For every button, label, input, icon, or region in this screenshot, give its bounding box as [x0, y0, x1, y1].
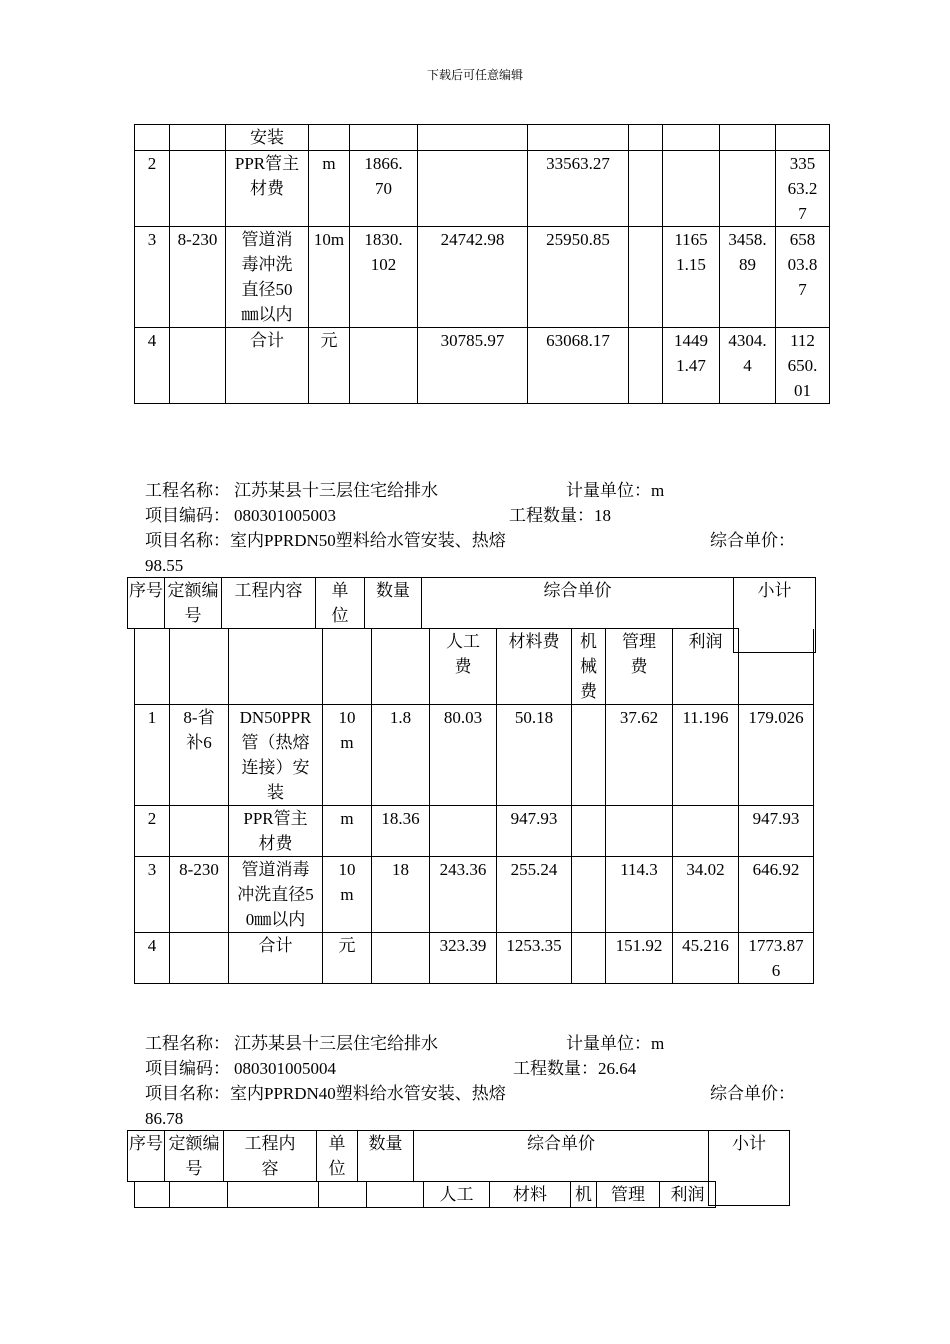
table-cell: 112650.01	[776, 328, 830, 404]
table-cell	[629, 151, 663, 227]
table-cell: 947.93	[739, 806, 814, 857]
table-cell: 8-230	[170, 227, 226, 328]
table-cell	[629, 328, 663, 404]
project-code-line: 项目编码： 080301005003	[145, 506, 336, 525]
table-cell	[776, 125, 830, 151]
table-cell: 10m	[309, 227, 350, 328]
table-row	[135, 125, 830, 151]
price-label: 综合单价：	[710, 531, 795, 550]
header3-unit: 单位	[316, 1130, 358, 1182]
table-row	[135, 933, 814, 984]
table-cell: 合计	[229, 933, 323, 984]
table-cell: 33563.27	[528, 151, 629, 227]
subheader-row-3	[135, 1182, 717, 1208]
table-cell: 323.39	[430, 933, 497, 984]
table-cell: 元	[323, 933, 372, 984]
item-name-line-3: 项目名称：室内PPRDN40塑料给水管安装、热熔	[145, 1084, 506, 1103]
table-cell: PPR管主材费	[229, 806, 323, 857]
table-cell: 4304.4	[720, 328, 776, 404]
table-cell	[629, 125, 663, 151]
table-cell: 元	[309, 328, 350, 404]
table-cell	[572, 933, 606, 984]
table-cell: 65803.87	[776, 227, 830, 328]
item-name-line: 项目名称：室内PPRDN50塑料给水管安装、热熔	[145, 531, 506, 550]
table-cell: 11651.15	[663, 227, 720, 328]
table-cell: 1.8	[372, 705, 430, 806]
table-cell: 34.02	[673, 857, 739, 933]
header3-content: 工程内容	[223, 1130, 317, 1182]
table-cell: 646.92	[739, 857, 814, 933]
table-cell: m	[323, 806, 372, 857]
table-cell: 4	[135, 933, 170, 984]
table-cell: 10m	[323, 857, 372, 933]
price-label-3: 综合单价：	[710, 1084, 795, 1103]
table-cell	[572, 705, 606, 806]
table-cell	[663, 125, 720, 151]
table-cell	[572, 806, 606, 857]
table-cell	[629, 227, 663, 328]
project-name-line-3: 工程名称： 江苏某县十三层住宅给排水	[145, 1034, 438, 1053]
table-cell	[673, 806, 739, 857]
table-cell: 11.196	[673, 705, 739, 806]
table-cell	[372, 933, 430, 984]
unit-label: 计量单位：m	[566, 481, 665, 500]
header-composite: 综合单价	[421, 577, 734, 629]
table-cell	[170, 933, 229, 984]
table-cell	[430, 806, 497, 857]
table-row	[135, 857, 814, 933]
table-cell: 1830.102	[350, 227, 418, 328]
table-cell: PPR管主材费	[226, 151, 309, 227]
table-cell: DN50PPR管（热熔连接）安装	[229, 705, 323, 806]
table-cell	[720, 125, 776, 151]
table-row	[135, 705, 814, 806]
table-cell	[663, 151, 720, 227]
table-cell: 3	[135, 857, 170, 933]
header3-seq: 序号	[127, 1130, 165, 1182]
table-cell: 1	[135, 705, 170, 806]
table-row	[135, 806, 814, 857]
page-header: 下载后可任意编辑	[426, 68, 523, 82]
table-cell: 243.36	[430, 857, 497, 933]
table-cell: 18.36	[372, 806, 430, 857]
table-cell: 管道消毒冲洗直径50㎜以内	[226, 227, 309, 328]
table-cell	[309, 125, 350, 151]
header-content: 工程内容	[221, 577, 316, 629]
table-cell	[170, 151, 226, 227]
header-qty: 数量	[364, 577, 422, 629]
header3-mgmt: 管理	[597, 1182, 660, 1208]
table-cell	[170, 328, 226, 404]
header-labor: 人工费	[430, 629, 497, 705]
table-1	[134, 124, 830, 404]
table-cell	[418, 125, 528, 151]
table-cell	[350, 328, 418, 404]
table-cell	[606, 806, 673, 857]
header3-quota: 定额编号	[164, 1130, 224, 1182]
table-row	[135, 227, 830, 328]
table-cell: 45.216	[673, 933, 739, 984]
table-cell: 安装	[226, 125, 309, 151]
header3-labor: 人工	[424, 1182, 490, 1208]
header3-profit: 利润	[660, 1182, 716, 1208]
unit-label-3: 计量单位：m	[566, 1034, 665, 1053]
table-2	[134, 628, 814, 984]
header3-composite: 综合单价	[413, 1130, 709, 1182]
table-cell: m	[309, 151, 350, 227]
table-cell: 24742.98	[418, 227, 528, 328]
header-machine: 机械费	[572, 629, 606, 705]
table-cell	[572, 857, 606, 933]
price-value-3: 86.78	[145, 1109, 184, 1128]
header-mgmt: 管理费	[606, 629, 673, 705]
table-cell: 4	[135, 328, 170, 404]
table-cell: 1866.70	[350, 151, 418, 227]
header-material: 材料费	[497, 629, 572, 705]
table-row	[135, 328, 830, 404]
table-cell: 63068.17	[528, 328, 629, 404]
table-cell: 50.18	[497, 705, 572, 806]
table-cell: 947.93	[497, 806, 572, 857]
table-cell: 合计	[226, 328, 309, 404]
table-cell: 1253.35	[497, 933, 572, 984]
table-cell: 80.03	[430, 705, 497, 806]
table-cell	[418, 151, 528, 227]
table-cell: 3458.89	[720, 227, 776, 328]
price-value: 98.55	[145, 556, 184, 575]
table-cell: 8-省补6	[170, 705, 229, 806]
table-cell	[170, 806, 229, 857]
table-3	[134, 1181, 716, 1208]
table-cell: 10m	[323, 705, 372, 806]
header3-machine: 机	[571, 1182, 597, 1208]
header-seq: 序号	[127, 577, 165, 629]
table-cell: 1773.876	[739, 933, 814, 984]
table-row	[135, 151, 830, 227]
table-cell: 3	[135, 227, 170, 328]
header-unit: 单位	[315, 577, 365, 629]
table-cell: 179.026	[739, 705, 814, 806]
quantity-label: 工程数量：18	[509, 506, 611, 525]
project-code-line-3: 项目编码： 080301005004	[145, 1059, 336, 1078]
subheader-row	[135, 629, 814, 705]
table-cell: 255.24	[497, 857, 572, 933]
table-cell: 8-230	[170, 857, 229, 933]
table-cell	[720, 151, 776, 227]
header3-material: 材料	[490, 1182, 571, 1208]
table-cell: 2	[135, 151, 170, 227]
table-cell: 2	[135, 806, 170, 857]
table-cell	[528, 125, 629, 151]
table-cell	[350, 125, 418, 151]
table-cell	[170, 125, 226, 151]
table-cell	[135, 125, 170, 151]
header3-qty: 数量	[357, 1130, 414, 1182]
header3-subtotal: 小计	[708, 1130, 790, 1206]
header-subtotal: 小计	[733, 577, 816, 653]
header-profit: 利润	[673, 629, 739, 705]
table-cell: 151.92	[606, 933, 673, 984]
header-quota: 定额编号	[164, 577, 222, 629]
table-cell: 25950.85	[528, 227, 629, 328]
table-cell: 114.3	[606, 857, 673, 933]
table-cell: 14491.47	[663, 328, 720, 404]
table-cell: 管道消毒冲洗直径50㎜以内	[229, 857, 323, 933]
table-cell: 30785.97	[418, 328, 528, 404]
table-cell: 37.62	[606, 705, 673, 806]
quantity-label-3: 工程数量：26.64	[513, 1059, 637, 1078]
table-cell: 33563.27	[776, 151, 830, 227]
table-cell: 18	[372, 857, 430, 933]
project-name-line: 工程名称： 江苏某县十三层住宅给排水	[145, 481, 438, 500]
